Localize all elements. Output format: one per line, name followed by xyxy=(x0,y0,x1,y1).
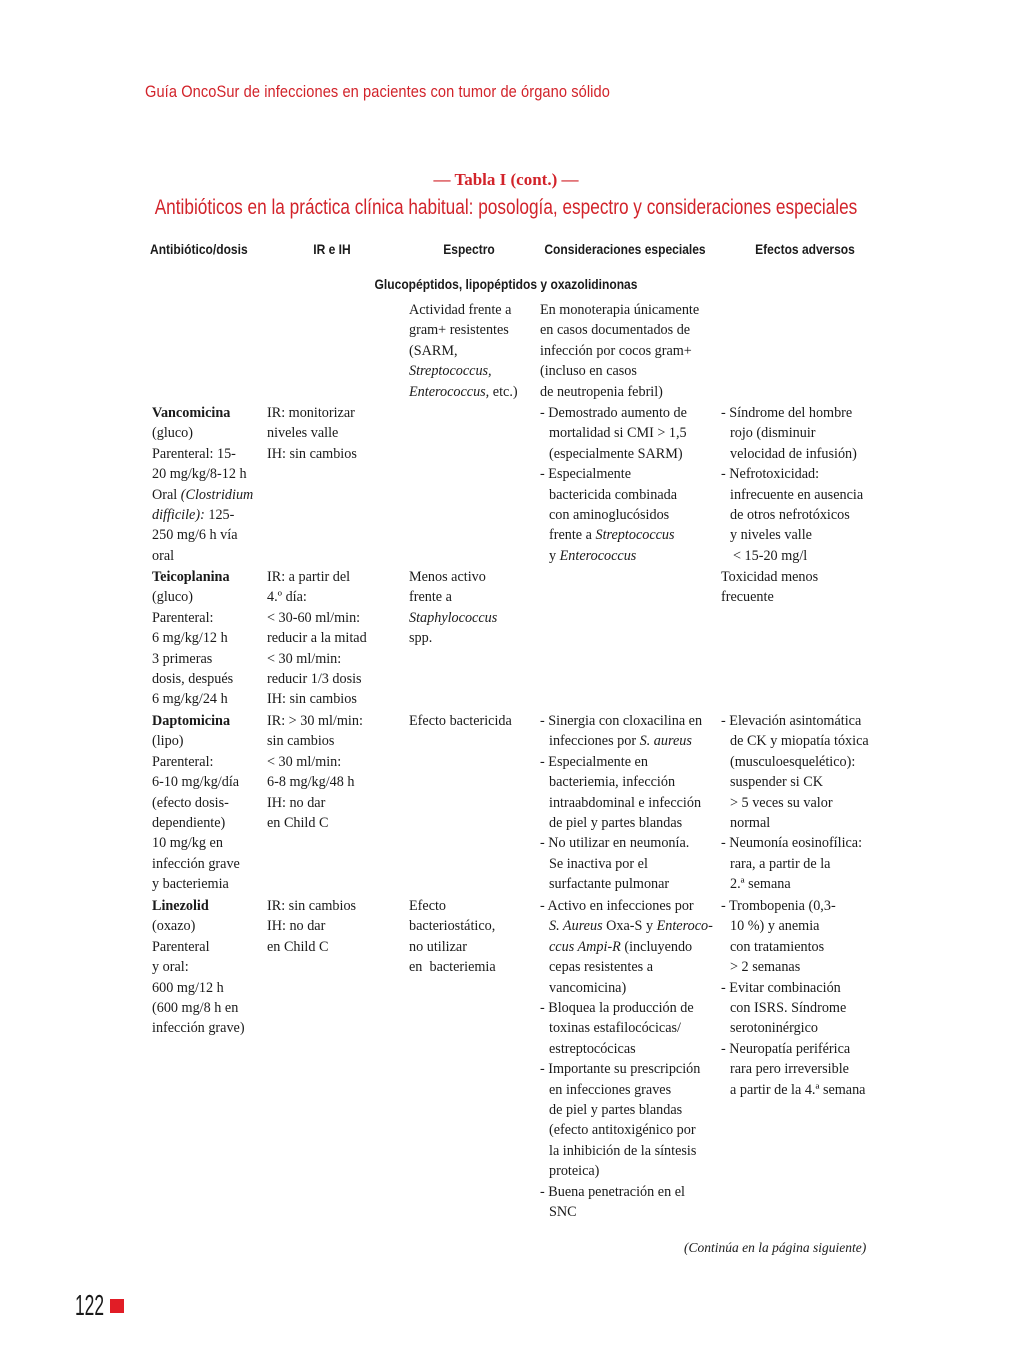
daptomicina-efectos: - Elevación asintomática de CK y miopatía tóxica (musculoesquelético): suspender si CK > 5 veces su valor normal - Neumonía eosinofílica: rara, a partir de la 2.ª semana xyxy=(721,713,869,893)
linezolid-dose: Linezolid (oxazo) Parenteral y oral: 600 mg/12 h (600 mg/8 h en infección grave) xyxy=(152,898,245,1037)
column-header-antibiotico: Antibiótico/dosis xyxy=(150,241,248,257)
running-header: Guía OncoSur de infecciones en pacientes con tumor de órgano sólido xyxy=(145,82,610,101)
vancomicina-consideraciones: - Demostrado aumento de mortalidad si CMI > 1,5 (especialmente SARM) - Especialmente bactericida combinada con aminoglucósidos frente a Streptococcus y Enterococcus xyxy=(540,405,687,564)
linezolid-espectro: Efecto bacteriostático, no utilizar en bacteriemia xyxy=(409,898,496,976)
group-header: Glucopéptidos, lipopéptidos y oxazolidinonas xyxy=(374,276,638,292)
teicoplanina-dose: Teicoplanina (gluco) Parenteral: 6 mg/kg/12 h 3 primeras dosis, después 6 mg/kg/24 h xyxy=(152,569,234,708)
teicoplanina-efectos: Toxicidad menos frecuente xyxy=(721,569,819,606)
teicoplanina-ir-ih: IR: a partir del 4.º día: < 30-60 ml/min: reducir a la mitad < 30 ml/min: reducir 1/3 dosis IH: sin cambios xyxy=(267,569,367,708)
daptomicina-dose: Daptomicina (lipo) Parenteral: 6-10 mg/kg/día (efecto dosis- dependiente) 10 mg/kg en infección grave y bacteriemia xyxy=(152,713,240,893)
column-header-espectro: Espectro xyxy=(443,241,495,257)
column-header-ir-ih: IR e IH xyxy=(313,241,351,257)
page-marker-square xyxy=(110,1299,124,1313)
teicoplanina-espectro: Menos activo frente a Staphylococcus spp. xyxy=(409,569,498,647)
vancomicina-ir-ih: IR: monitorizar niveles valle IH: sin cambios xyxy=(267,405,357,462)
vancomicina-dose: Vancomicina (gluco) Parenteral: 15- 20 mg/kg/8-12 h Oral (Clostridium difficile): 125- 250 mg/6 h vía oral xyxy=(152,405,254,564)
page-number: 122 xyxy=(75,1290,105,1322)
intro-espectro: Actividad frente a gram+ resistentes (SARM, Streptococcus, Enterococcus, etc.) xyxy=(409,302,518,400)
column-header-consideraciones: Consideraciones especiales xyxy=(544,241,706,257)
linezolid-ir-ih: IR: sin cambios IH: no dar en Child C xyxy=(267,898,357,955)
continues-note: (Continúa en la página siguiente) xyxy=(684,1240,867,1255)
table-number: — Tabla I (cont.) — xyxy=(433,170,579,189)
column-header-efectos: Efectos adversos xyxy=(755,241,855,257)
table-title: Antibióticos en la práctica clínica habitual: posología, espectro y consideraciones especiales xyxy=(154,196,858,219)
daptomicina-espectro: Efecto bactericida xyxy=(409,713,512,729)
linezolid-efectos: - Trombopenia (0,3- 10 %) y anemia con tratamientos > 2 semanas - Evitar combinación con ISRS. Síndrome serotoninérgico - Neuropatía periférica rara pero irreversible a partir de la 4.ª semana xyxy=(721,898,866,1098)
daptomicina-ir-ih: IR: > 30 ml/min: sin cambios < 30 ml/min: 6-8 mg/kg/48 h IH: no dar en Child C xyxy=(267,713,363,832)
daptomicina-consideraciones: - Sinergia con cloxacilina en infecciones por S. aureus - Especialmente en bacteriemia, infección intraabdominal e infección de piel y partes blandas - No utilizar en neumonía. Se inactiva por el surfactante pulmonar xyxy=(540,713,703,893)
vancomicina-efectos: - Síndrome del hombre rojo (disminuir velocidad de infusión) - Nefrotoxicidad: infrecuente en ausencia de otros nefrotóxicos y niveles valle < 15-20 mg/l xyxy=(721,405,864,564)
linezolid-consideraciones: - Activo en infecciones por S. Aureus Oxa-S y Enteroco- ccus Ampi-R (incluyendo cepas resistentes a vancomicina) - Bloquea la producción de toxinas estafilocócicas/ estreptocócicas - Importante su prescripción en infecciones graves de piel y partes blandas (efecto antitoxigénico por la inhibición de la síntesis proteica) - Buena penetración en el SNC xyxy=(540,898,713,1221)
intro-consideraciones: En monoterapia únicamente en casos documentados de infección por cocos gram+ (incluso en casos de neutropenia febril) xyxy=(540,302,700,400)
